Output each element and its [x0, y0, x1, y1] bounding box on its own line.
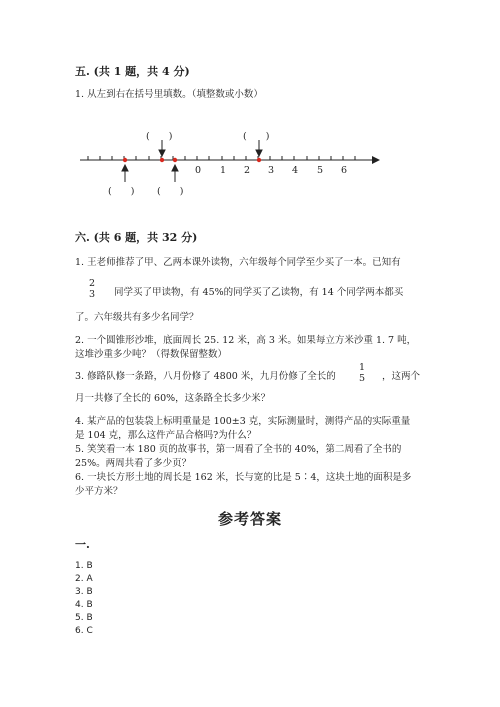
question-1-line-1: 1. 王老师推荐了甲、乙两本课外读物，六年级每个同学至少买了一本。已知有 [75, 257, 401, 268]
question-2-line-2: 这堆沙重多少吨？（得数保留整数） [75, 349, 228, 360]
question-4-line-2: 是 104 克，那么这件产品合格吗?为什么？ [75, 430, 257, 441]
question-1-line-3: 了。六年级共有多少名同学？ [75, 312, 199, 323]
answer-blank-top-2[interactable]: ( ) [243, 131, 270, 142]
answer-blank-top-1[interactable]: ( ) [146, 131, 173, 142]
fraction-two-thirds: 2 3 [88, 278, 96, 300]
question-5-line-1: 5. 笑笑看一本 180 页的故事书，第一周看了全书的 40%，第二周看了全书的 [75, 444, 402, 455]
point-marker-4 [257, 158, 261, 162]
question-5-line-2: 25%。两周共看了多少页？ [75, 458, 192, 469]
answer-item-6: 6. C [75, 626, 93, 636]
number-line-arrow [372, 156, 380, 164]
question-4-line-1: 4. 某产品的包装袋上标明重量是 100±3 克，实际测量时，测得产品的实际重量 [75, 416, 411, 427]
answer-item-5: 5. B [75, 613, 93, 623]
question-6-line-1: 6. 一块长方形土地的周长是 162 米，长与宽的比是 5∶4，这块土地的面积是多 [75, 472, 412, 483]
question-1-line-2: 同学买了甲读物，有 45%的同学买了乙读物，有 14 个同学两本都买 [114, 287, 404, 298]
fraction-one-fifth: 1 5 [358, 362, 366, 384]
answer-item-4: 4. B [75, 600, 93, 610]
question-3-line-1b: ，这两个 [382, 371, 421, 382]
point-marker-1 [123, 158, 127, 162]
point-marker-2 [160, 158, 164, 162]
answers-section-label: 一. [75, 538, 90, 551]
point-marker-3 [173, 158, 177, 162]
section6-heading: 六. (共 6 题，共 32 分) [75, 231, 198, 244]
answers-title: 参考答案 [218, 510, 283, 528]
section5-question-1: 1. 从左到右在括号里填数。（填整数或小数） [75, 89, 263, 100]
number-label-4: 4 [292, 165, 299, 176]
question-3-line-1a: 3. 修路队修一条路，八月份修了 4800 米，九月份修了全长的 [75, 371, 336, 382]
answer-item-3: 3. B [75, 587, 93, 597]
question-6-line-2: 少平方米？ [75, 486, 123, 497]
answer-item-2: 2. A [75, 574, 93, 584]
answer-blank-bottom-1[interactable]: ( ) [108, 186, 135, 197]
number-label-5: 5 [317, 165, 324, 176]
answer-item-1: 1. B [75, 561, 93, 571]
answer-blank-bottom-2[interactable]: ( ) [157, 186, 184, 197]
number-label-1: 1 [220, 165, 227, 176]
question-2-line-1: 2. 一个圆锥形沙堆，底面周长 25. 12 米，高 3 米。如果每立方米沙重 1. 7 吨， [75, 335, 417, 346]
number-label-3: 3 [268, 165, 275, 176]
number-label-0: 0 [195, 165, 202, 176]
question-3-line-2: 月一共修了全长的 60%，这条路全长多少米？ [75, 393, 271, 404]
section5-heading: 五. (共 1 题，共 4 分) [75, 65, 190, 78]
number-label-2: 2 [244, 165, 251, 176]
number-label-6: 6 [341, 165, 348, 176]
